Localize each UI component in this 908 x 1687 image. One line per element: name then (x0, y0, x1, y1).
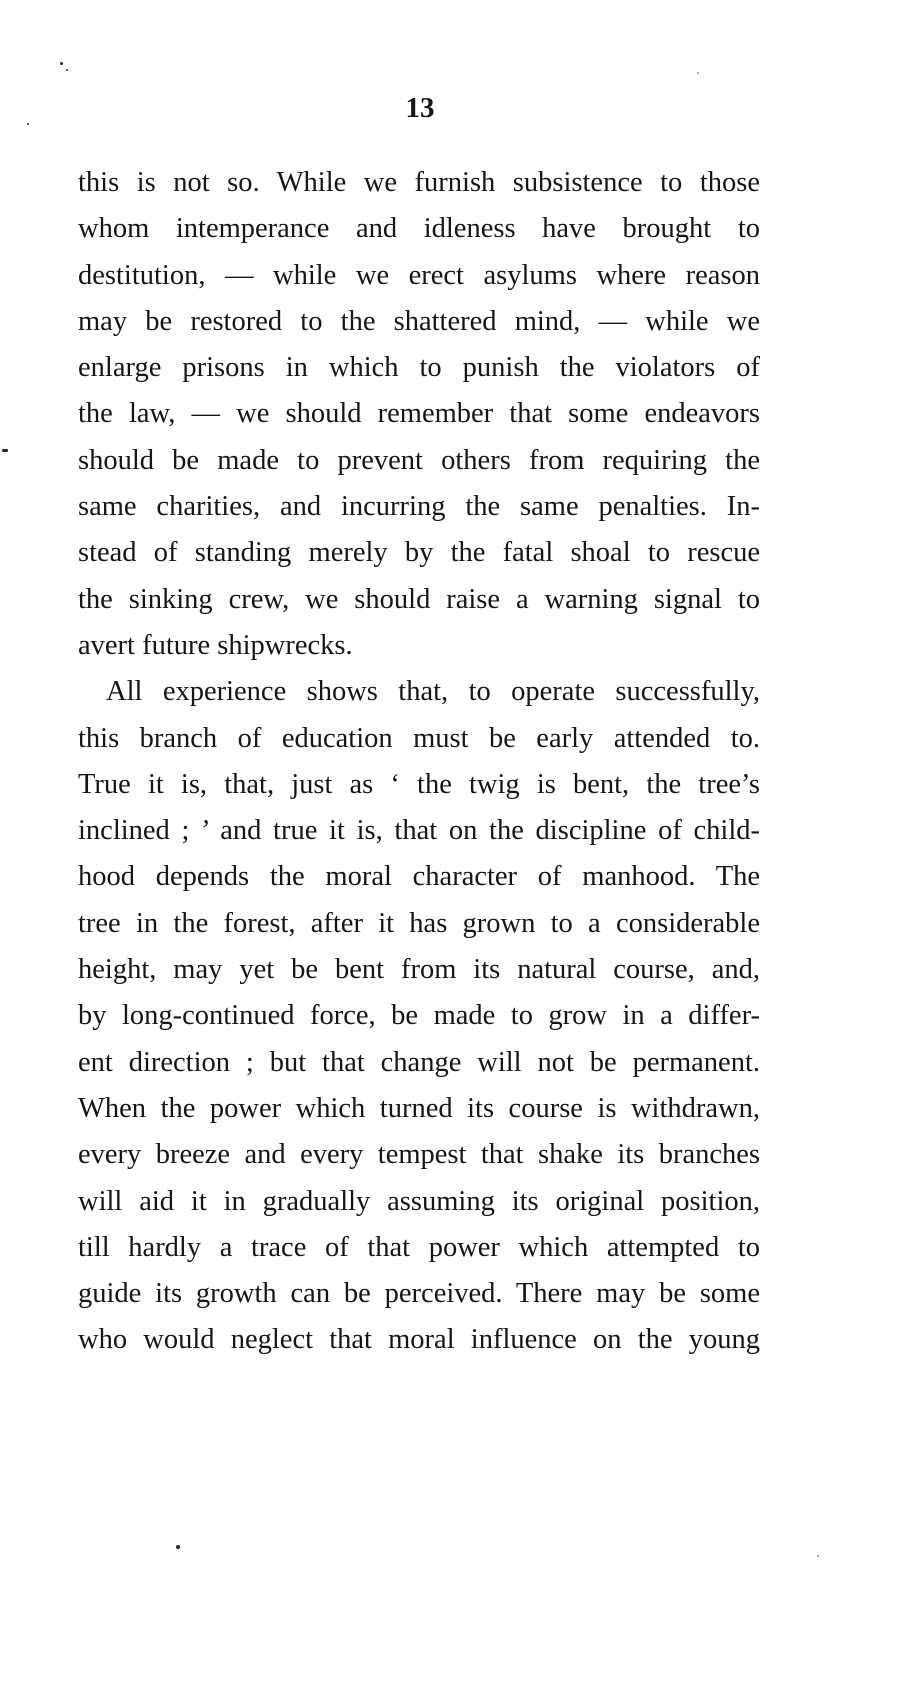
paragraph-1 (78, 160, 760, 669)
text-line: may be restored to the shattered mind, — while we (78, 305, 760, 337)
body-text (78, 160, 760, 1364)
text-line: should be made to prevent others from requiring the (78, 444, 760, 476)
speck-mark (2, 449, 8, 452)
text-line: When the power which turned its course is withdrawn, (78, 1092, 760, 1124)
text-line: guide its growth can be perceived. There may be some (78, 1278, 760, 1310)
text-line: avert future shipwrecks. (78, 629, 353, 661)
text-line: height, may yet be bent from its natural course, and, (78, 954, 760, 986)
text-line: every breeze and every tempest that shake its branches (78, 1139, 760, 1171)
text-line: inclined ; ’ and true it is, that on the discipline of child- (78, 815, 760, 847)
text-line: True it is, that, just as ‘ the twig is bent, the tree’s (78, 768, 760, 800)
speck-mark (27, 123, 29, 125)
text-line: will aid it in gradually assuming its original position, (78, 1185, 760, 1217)
text-line: ent direction ; but that change will not be permanent. (78, 1046, 760, 1078)
text-line: the sinking crew, we should raise a warning signal to (78, 583, 760, 615)
text-line: who would neglect that moral influence on the young (78, 1324, 760, 1356)
text-line: till hardly a trace of that power which attempted to (78, 1231, 760, 1263)
paragraph-2 (78, 669, 760, 1363)
text-line: hood depends the moral character of manhood. The (78, 861, 760, 893)
page-number: 13 (405, 92, 435, 124)
text-line: enlarge prisons in which to punish the violators of (78, 352, 760, 384)
text-line: the law, — we should remember that some endeavors (78, 398, 760, 430)
text-line: this is not so. While we furnish subsistence to those (78, 167, 760, 198)
speck-mark (697, 72, 699, 74)
text-line: by long-continued force, be made to grow in a differ- (78, 1000, 760, 1032)
text-line: tree in the forest, after it has grown to a considerable (78, 907, 760, 939)
text-line: All experience shows that, to operate successfully, (106, 676, 760, 708)
speck-mark (817, 1555, 819, 1557)
speck-mark (60, 62, 63, 65)
text-line: this branch of education must be early attended to. (78, 722, 760, 754)
speck-mark (176, 1545, 180, 1549)
text-line: destitution, — while we erect asylums where reason (78, 259, 760, 291)
text-line: whom intemperance and idleness have brought to (78, 213, 760, 245)
text-line: same charities, and incurring the same penalties. In- (78, 491, 760, 523)
speck-mark (66, 69, 68, 71)
text-line: stead of standing merely by the fatal shoal to rescue (78, 537, 760, 569)
